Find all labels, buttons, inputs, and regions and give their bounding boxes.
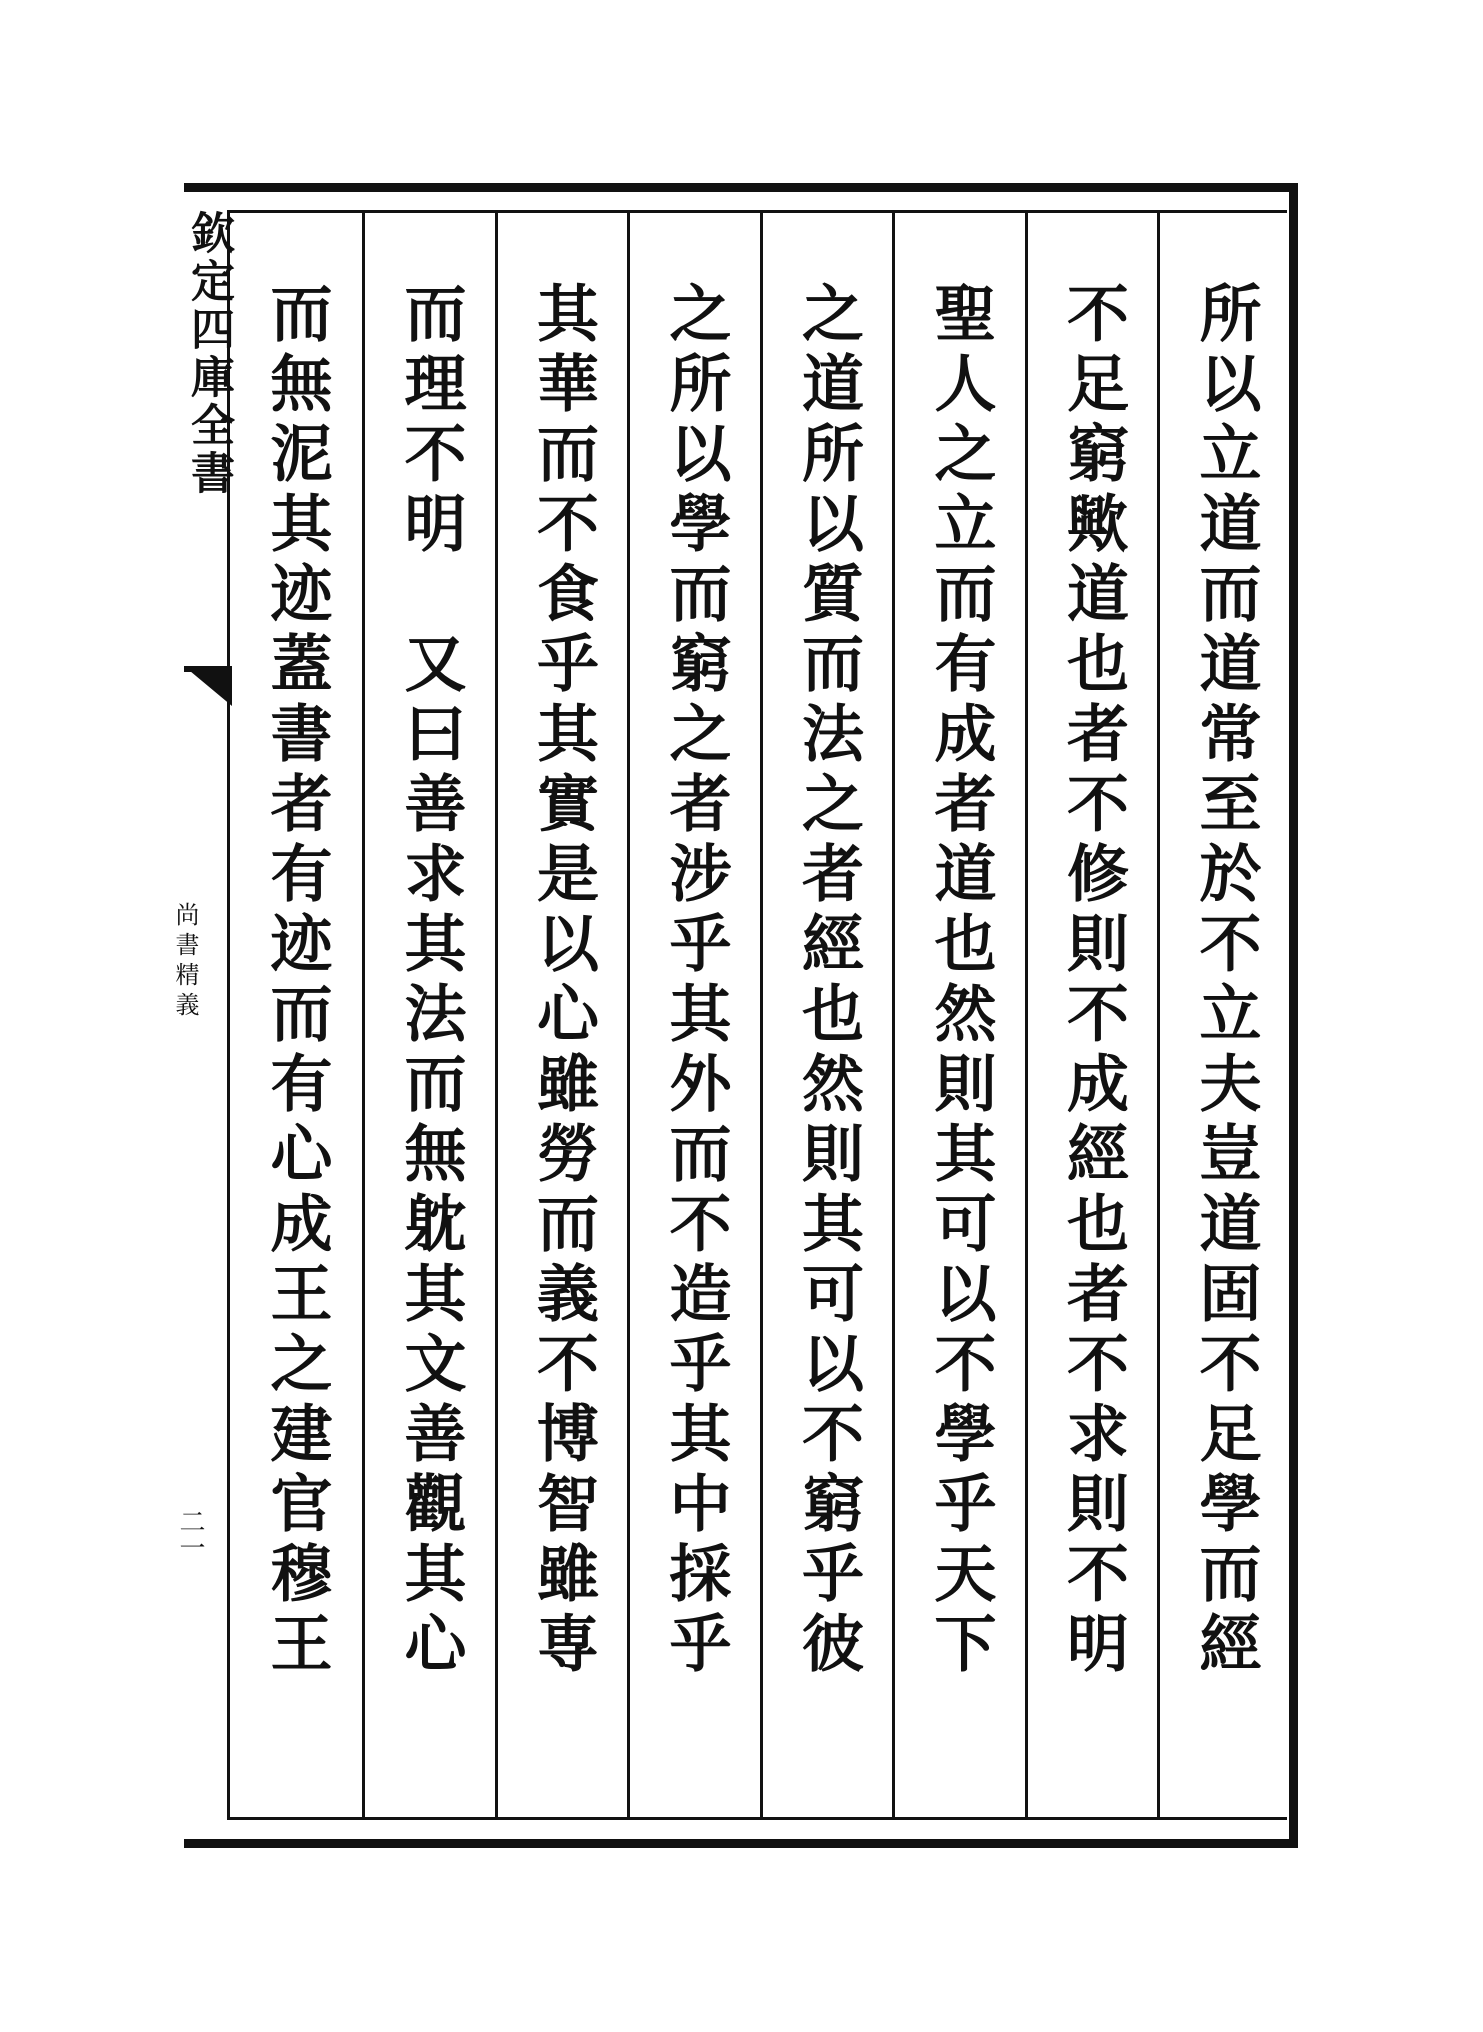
column-text: 所以立道而道常至於不立夫豈道固不足學而經 (1189, 281, 1262, 1681)
text-column-8 (230, 213, 362, 1817)
text-column-5 (627, 213, 760, 1817)
text-column-2 (1025, 213, 1157, 1817)
column-text: 之道所以質而法之者經也然則其可以不窮乎彼 (791, 281, 865, 1681)
text-panel (227, 210, 1287, 1820)
text-column-7 (362, 213, 495, 1817)
column-text: 不足窮歟道也者不修則不成經也者不求則不明 (1056, 281, 1130, 1681)
book-title: 尚書精義 (171, 902, 199, 1022)
column-text: 而無泥其迹蓋書者有迹而有心成王之建官穆王 (260, 281, 333, 1681)
page-number: 二一 (175, 1508, 205, 1560)
column-text: 其華而不食乎其實是以心雖勞而義不博智雖専 (526, 281, 600, 1681)
column-text: 而理不明 又曰善求其法而無躭其文善觀其心 (394, 281, 467, 1681)
text-column-1 (1157, 213, 1290, 1817)
fishtail-mark (184, 666, 232, 706)
column-text: 之所以學而窮之者涉乎其外而不造乎其中採乎 (659, 281, 732, 1681)
series-title: 欽定四庫全書 (183, 210, 234, 498)
text-column-3 (892, 213, 1025, 1817)
text-column-4 (760, 213, 892, 1817)
column-text: 聖人之立而有成者道也然則其可以不學乎天下 (924, 281, 997, 1681)
text-column-6 (495, 213, 627, 1817)
